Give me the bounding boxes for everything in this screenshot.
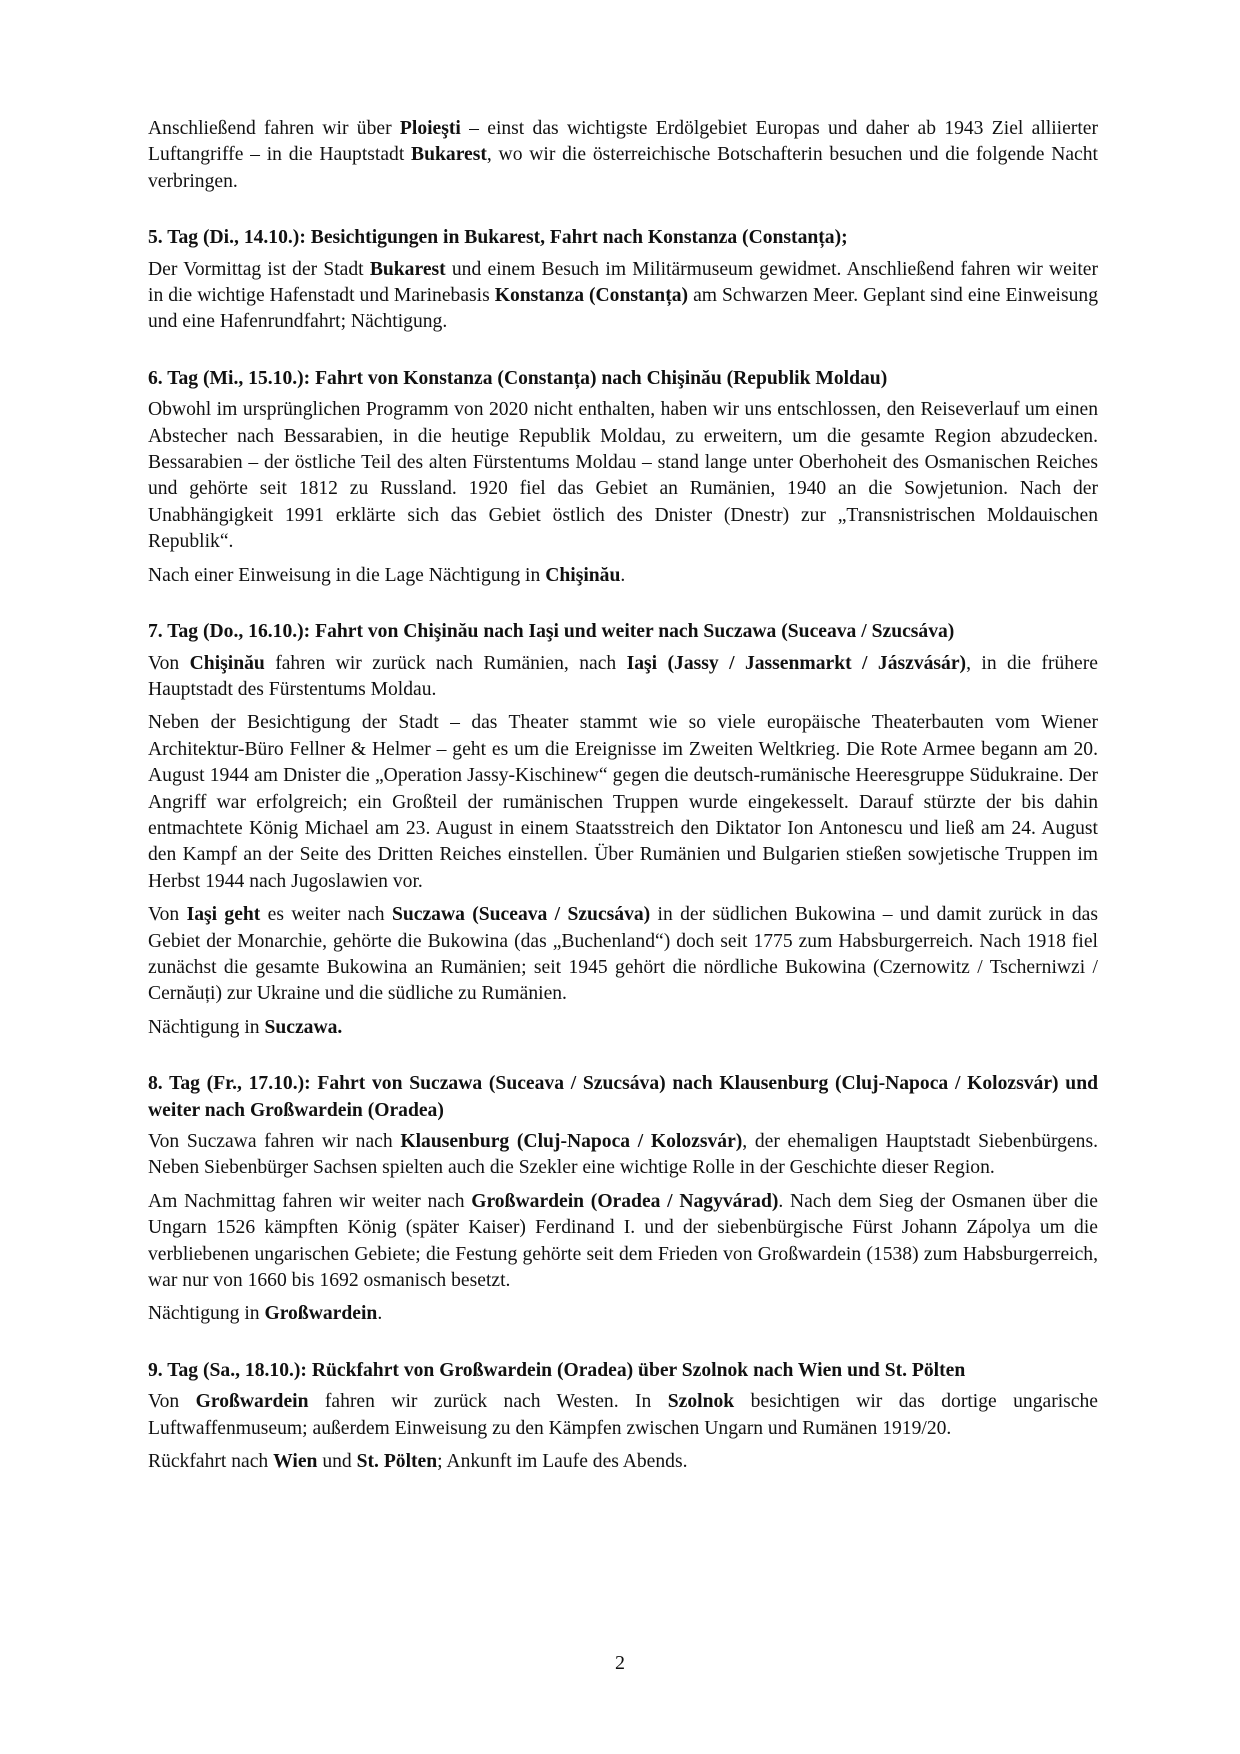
- page-number: 2: [615, 1652, 625, 1674]
- text-run: Von: [148, 1391, 196, 1413]
- text-run: Nächtigung in: [148, 1303, 265, 1325]
- place-szolnok: Szolnok: [667, 1391, 735, 1413]
- place-chisinau: Chişinău: [189, 652, 265, 674]
- text-run: es weiter nach: [260, 904, 392, 926]
- day6-paragraph-2: [148, 563, 1098, 589]
- day8-section: [148, 1071, 1098, 1328]
- text-run: Rückfahrt nach: [148, 1451, 274, 1473]
- day8-heading: 8. Tag (Fr., 17.10.): Fahrt von Suczawa (Suceava / Szucsáva) nach Klausenburg (Cluj-Napoca / Kolozsvár) und weiter nach Großwardein (Oradea): [148, 1073, 1098, 1121]
- day8-paragraph-1: [148, 1129, 1098, 1182]
- day6-heading: 6. Tag (Mi., 15.10.): Fahrt von Konstanza (Constanța) nach Chişinău (Republik Moldau): [148, 367, 888, 389]
- text-run: Von: [148, 652, 190, 674]
- day9-heading: 9. Tag (Sa., 18.10.): Rückfahrt von Großwardein (Oradea) über Szolnok nach Wien und St. Pölten: [148, 1359, 966, 1381]
- place-st-poelten: St. Pölten: [356, 1451, 438, 1473]
- place-konstanza: Konstanza (Constanța): [494, 285, 689, 307]
- place-bukarest: Bukarest: [411, 144, 487, 166]
- place-iasi: Iaşi geht: [186, 904, 261, 926]
- document-page: [148, 116, 1098, 1482]
- day7-paragraph-4: [148, 1015, 1098, 1041]
- day5-heading: 5. Tag (Di., 14.10.): Besichtigungen in Bukarest, Fahrt nach Konstanza (Constanța);: [148, 227, 848, 249]
- place-iasi: Iaşi (Jassy / Jassenmarkt / Jászvásár): [626, 652, 967, 674]
- text-run: Nach einer Einweisung in die Lage Nächtigung in: [148, 564, 546, 586]
- day7-paragraph-1: [148, 651, 1098, 704]
- text-run: , in die frühere Hauptstadt des Fürstentums Moldau.: [148, 652, 1098, 700]
- text-run: , wo wir die österreichische Botschafterin besuchen und die folgende Nacht verbringen.: [148, 144, 1098, 192]
- place-wien: Wien: [273, 1451, 318, 1473]
- text-run: . Nach dem Sieg der Osmanen über die Ungarn 1526 kämpften König (später Kaiser) Ferdinand I. und der siebenbürgische Fürst Johann Zápolya um die verbliebenen ungarischen Gebiete; die Festung gehörte seit dem Frieden von Großwardein (1538) zum Habsburgerreich, war nur von 1660 bis 1692 osmanisch besetzt.: [148, 1190, 1098, 1292]
- text-run: fahren wir zurück nach Westen. In: [308, 1391, 668, 1413]
- text-run: fahren wir zurück nach Rumänien, nach: [264, 652, 627, 674]
- day7-paragraph-2: Neben der Besichtigung der Stadt – das Theater stammt wie so viele europäische Theaterbauten vom Wiener Architektur-Büro Fellner & Helmer – geht es um die Ereignisse im Zweiten Weltkrieg. Die Rote Armee begann am 20. August 1944 am Dnister die „Operation Jassy-Kischinew“ gegen die deutsch-rumänische Heeresgruppe Südukraine. Der Angriff war erfolgreich; ein Großteil der rumänischen Truppen wurde eingekesselt. Darauf stürzte der bis dahin entmachtete König Michael am 23. August in einem Staatsstreich den Diktator Ion Antonescu und ließ am 24. August den Kampf an der Seite des Dritten Reiches einstellen. Über Rumänien und Bulgarien stießen sowjetische Truppen im Herbst 1944 nach Jugoslawien vor.: [148, 712, 1098, 892]
- day8-paragraph-2: [148, 1189, 1098, 1295]
- text-run: Von Suczawa fahren wir nach: [148, 1131, 401, 1152]
- place-suczawa: Suczawa (Suceava / Szucsáva): [391, 904, 651, 926]
- day7-paragraph-3: [148, 902, 1098, 1008]
- text-run: Am Nachmittag fahren wir weiter nach: [148, 1190, 472, 1212]
- day9-paragraph-2: [148, 1449, 1098, 1475]
- text-run: Anschließend fahren wir über: [148, 118, 400, 139]
- text-run: , der ehemaligen Hauptstadt Siebenbürgens. Neben Siebenbürger Sachsen spielten auch die Szekler eine wichtige Rolle in der Geschichte dieser Region.: [148, 1131, 1098, 1179]
- text-run: Von: [148, 904, 187, 926]
- day6-section: [148, 366, 1098, 589]
- day7-section: [148, 619, 1098, 1041]
- text-run: Nächtigung in: [148, 1016, 265, 1038]
- place-grosswardein: Großwardein: [195, 1391, 309, 1413]
- text-run: in der südlichen Bukowina – und damit zurück in das Gebiet der Monarchie, gehörte die Bukowina (das „Buchenland“) doch seit 1775 zum Habsburgerreich. Nach 1918 fiel zunächst die gesamte Bukowina an Rumänien; seit 1945 gehört die nördliche Bukowina (Czernowitz / Tscherniwzi / Cernăuți) zur Ukraine und die südliche zu Rumänien.: [148, 904, 1098, 1005]
- intro-paragraph: [148, 116, 1098, 195]
- place-bukarest: Bukarest: [369, 258, 446, 280]
- text-run: ; Ankunft im Laufe des Abends.: [437, 1451, 688, 1473]
- text-run: Der Vormittag ist der Stadt: [148, 258, 370, 280]
- day8-paragraph-3: [148, 1301, 1098, 1327]
- text-run: und einem Besuch im Militärmuseum gewidmet. Anschließend fahren wir weiter in die wichtige Hafenstadt und Marinebasis: [148, 258, 1098, 307]
- text-run: – einst das wichtigste Erdölgebiet Europas und daher ab 1943 Ziel alliierter Luftangriffe – in die Hauptstadt: [148, 118, 1098, 166]
- day9-section: [148, 1358, 1098, 1476]
- text-run: und: [317, 1451, 357, 1473]
- day5-section: [148, 225, 1098, 336]
- place-ploiesti: Ploieşti: [399, 118, 461, 139]
- text-run: besichtigen wir das dortige ungarische Luftwaffenmuseum; außerdem Einweisung zu den Kämpfen zwischen Ungarn und Rumänen 1919/20.: [148, 1391, 1098, 1439]
- place-grosswardein: Großwardein (Oradea / Nagyvárad): [471, 1190, 779, 1212]
- day6-paragraph-1: Obwohl im ursprünglichen Programm von 2020 nicht enthalten, haben wir uns entschlossen, den Reiseverlauf um einen Abstecher nach Bessarabien, in die heutige Republik Moldau, zu erweitern, um die gesamte Region abzudecken. Bessarabien – der östliche Teil des alten Fürstentums Moldau – stand lange unter Oberhoheit des Osmanischen Reiches und gehörte seit 1812 zu Russland. 1920 fiel das Gebiet an Rumänien, 1940 an die Sowjetunion. Nach der Unabhängigkeit 1991 erklärte sich das Gebiet östlich des Dnister (Dnestr) zur „Transnistrischen Moldauischen Republik“.: [148, 399, 1098, 553]
- day5-paragraph: [148, 257, 1098, 336]
- text-run: .: [377, 1303, 383, 1325]
- place-suczawa: Suczawa.: [264, 1016, 343, 1038]
- place-chisinau: Chişinău: [545, 564, 621, 586]
- text-run: .: [620, 564, 626, 586]
- place-klausenburg: Klausenburg (Cluj-Napoca / Kolozsvár): [400, 1131, 743, 1152]
- text-run: am Schwarzen Meer. Geplant sind eine Einweisung und eine Hafenrundfahrt; Nächtigung.: [148, 285, 1098, 333]
- day7-heading: 7. Tag (Do., 16.10.): Fahrt von Chişinău nach Iaşi und weiter nach Suczawa (Suceava / Szucsáva): [148, 621, 955, 643]
- day9-paragraph-1: [148, 1389, 1098, 1442]
- place-grosswardein: Großwardein: [264, 1303, 378, 1325]
